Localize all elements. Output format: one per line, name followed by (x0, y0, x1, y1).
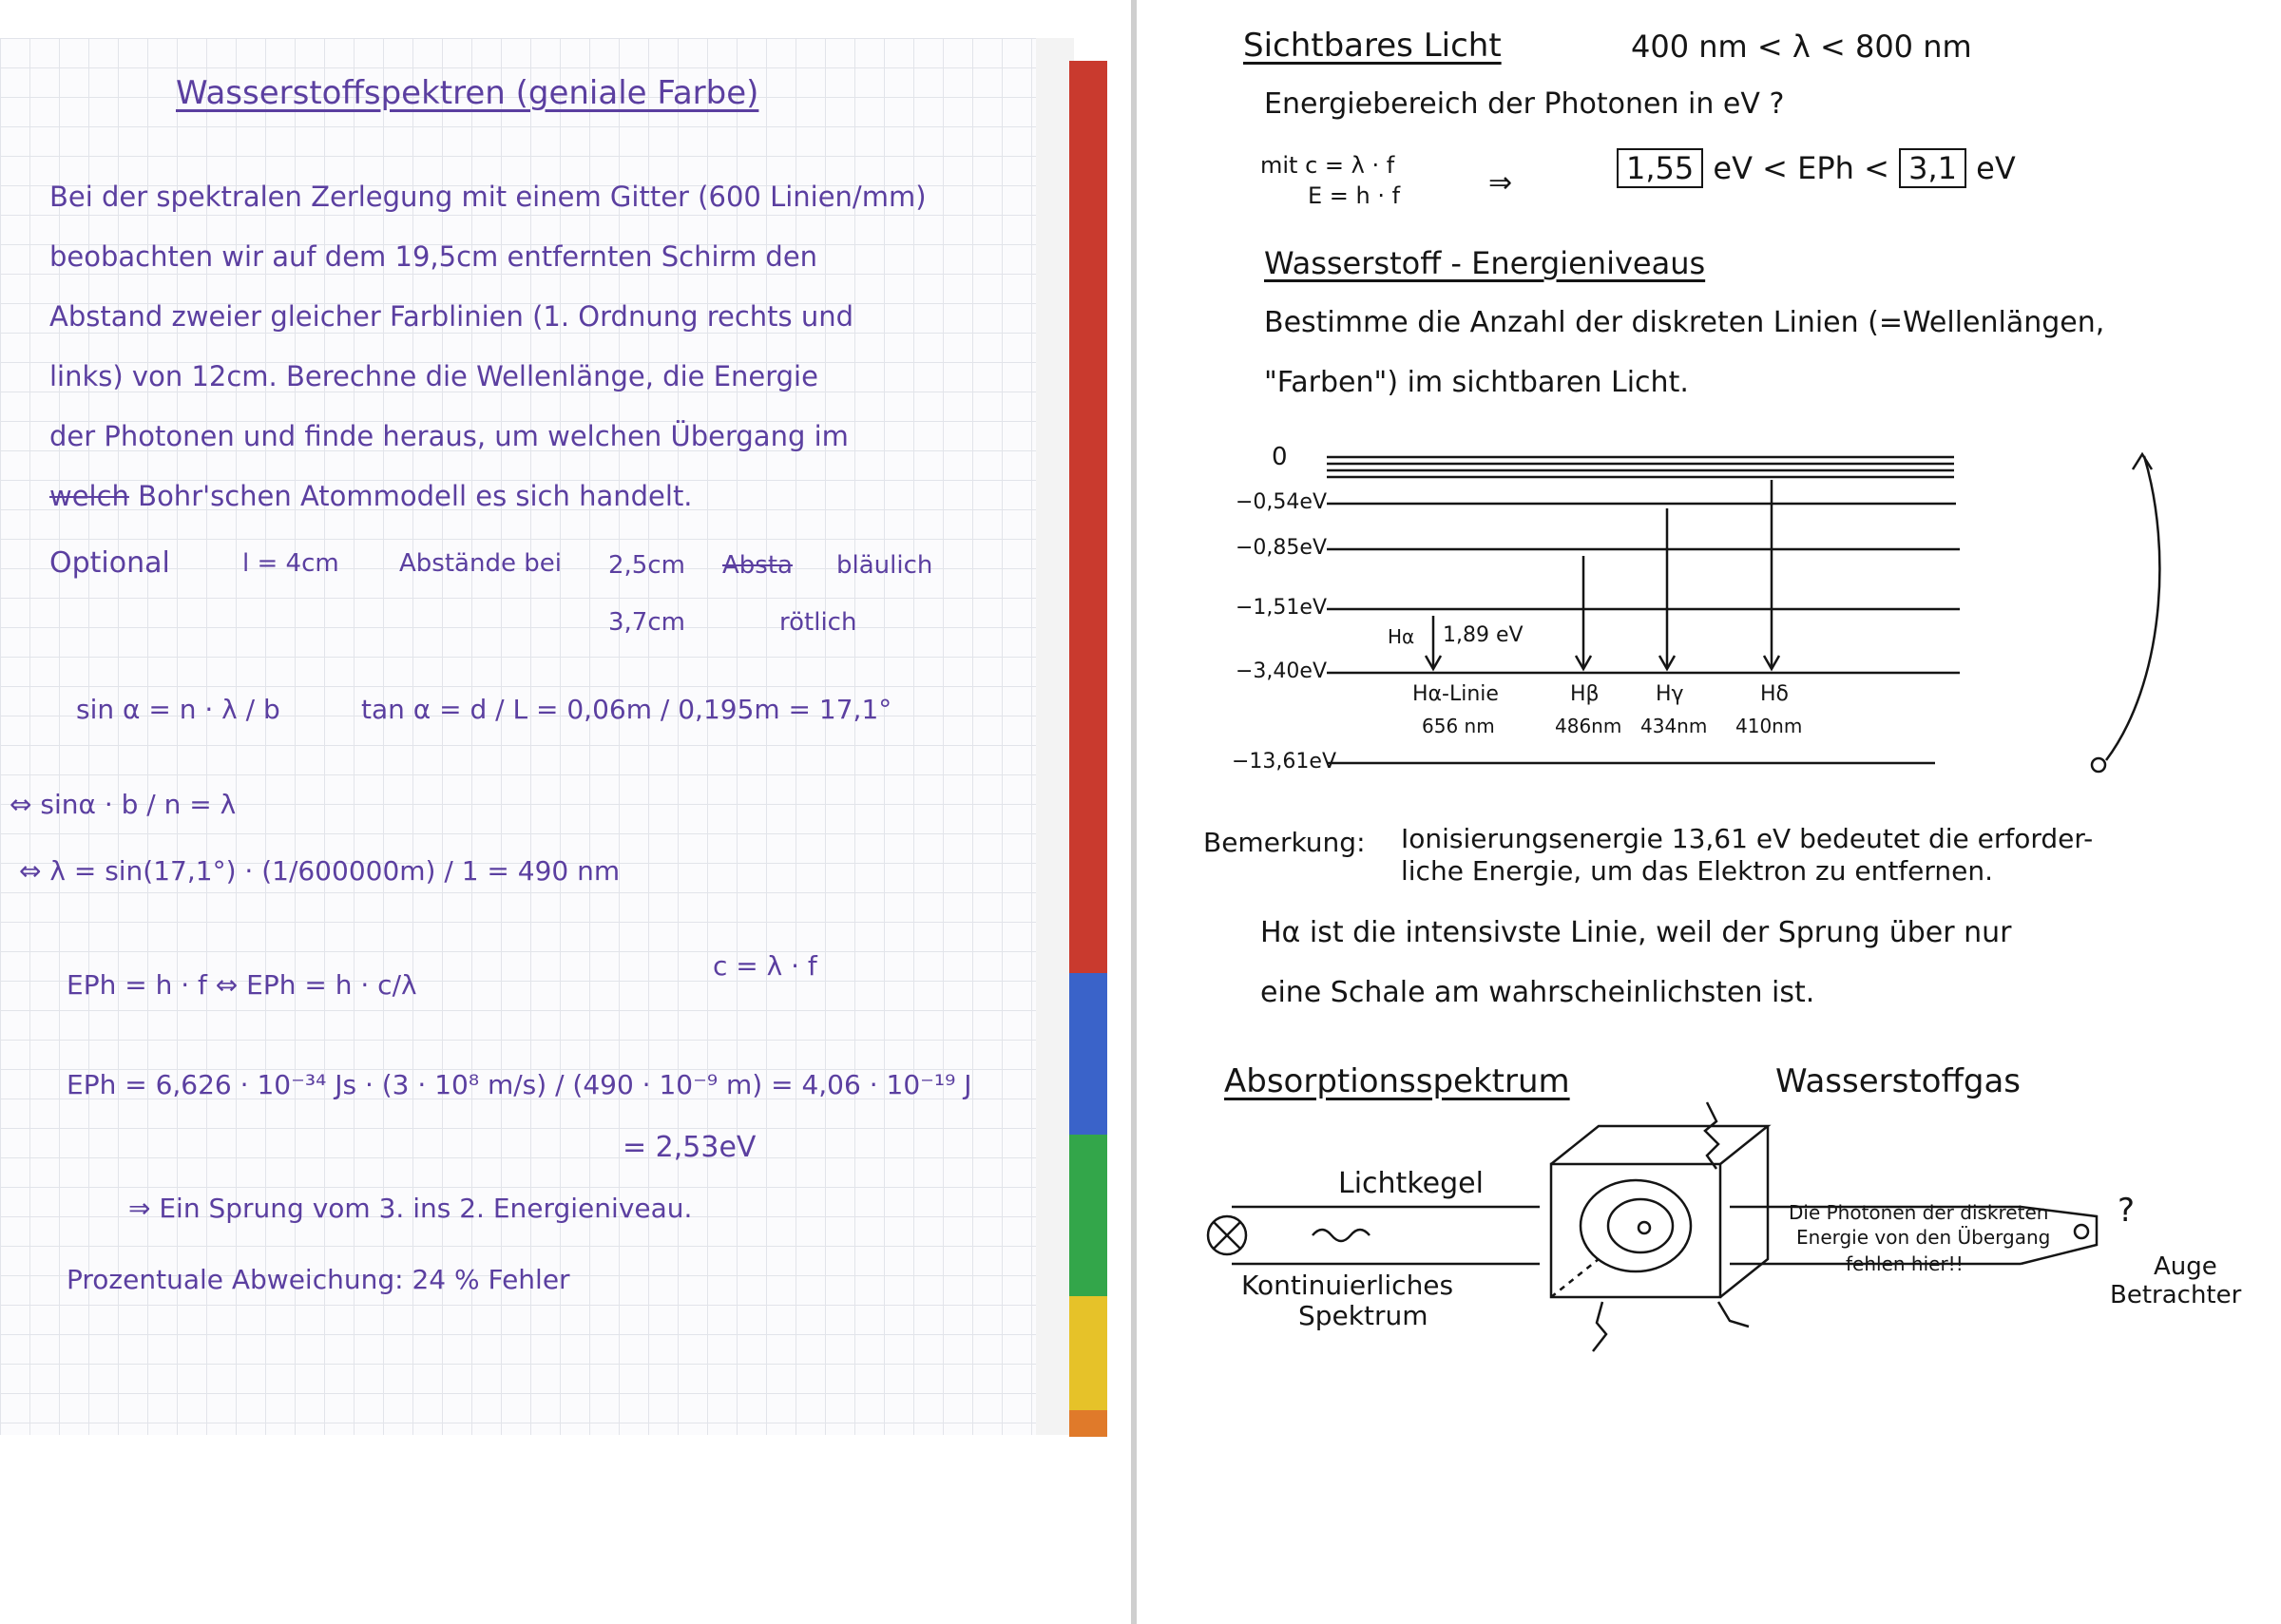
c-relation: c = λ · f (713, 950, 817, 982)
atom-inner-orbit (1608, 1199, 1673, 1252)
task-line-6: Bohr'schen Atommodell es sich handelt. (138, 480, 693, 512)
tan-relation: tan α = d / L = 0,06m / 0,195m = 17,1° (361, 694, 892, 725)
eye-label: Auge (2154, 1252, 2217, 1281)
visible-light-range: 400 nm < λ < 800 nm (1631, 29, 1972, 65)
light-cone-label: Lichtkegel (1338, 1167, 1484, 1200)
line-name-halpha: Hα-Linie (1412, 682, 1499, 706)
observer-label: Betrachter (2110, 1281, 2242, 1309)
implies-arrow: ⇒ (1488, 166, 1513, 200)
atom-nucleus (1639, 1222, 1650, 1233)
line-name-hbeta: Hβ (1570, 682, 1600, 706)
page-title: Wasserstoffspektren (geniale Farbe) (176, 74, 759, 112)
tab-orange (1069, 1410, 1107, 1437)
task-line-2: beobachten wir auf dem 19,5cm entfernten Schirm den (49, 240, 818, 273)
optional-distances: Abstände bei (399, 549, 562, 578)
photon-energy-ev: = 2,53eV (623, 1131, 757, 1164)
missing-photons-1: Die Photonen der diskreten (1789, 1201, 2049, 1224)
percent-error: Prozentuale Abweichung: 24 % Fehler (67, 1264, 570, 1295)
lower-bound-box: 1,55 (1617, 148, 1703, 188)
task-line-5: der Photonen und finde heraus, um welchen Übergang im (49, 420, 849, 452)
optional-d2: 3,7cm (608, 608, 685, 637)
optional-label: Optional (49, 546, 170, 580)
optional-c1: bläulich (836, 551, 933, 580)
wave-relation: mit c = λ · f (1260, 152, 1395, 179)
gas-box-hidden-edge (1551, 1259, 1599, 1297)
line-wl-halpha: 656 nm (1422, 715, 1495, 737)
level-label-0: 0 (1272, 443, 1288, 471)
level-label-054: −0,54eV (1236, 490, 1328, 514)
task-line-1: Bei der spektralen Zerlegung mit einem Gitter (600 Linien/mm) (49, 181, 927, 213)
alpha-energy: 1,89 eV (1443, 623, 1524, 647)
rearrange-step: ⇔ sinα · b / n = λ (10, 789, 237, 820)
divider-tabs (1069, 40, 1107, 1437)
hydrogen-gas-label: Wasserstoffgas (1775, 1062, 2022, 1100)
tab-green (1069, 1135, 1107, 1296)
remark-label: Bemerkung: (1203, 827, 1366, 858)
alpha-label: Hα (1388, 625, 1415, 648)
absorption-heading: Absorptionsspektrum (1224, 1062, 1570, 1100)
line-name-hgamma: Hγ (1656, 682, 1684, 706)
sin-relation: sin α = n · λ / b (76, 694, 280, 725)
line-wl-hbeta: 486nm (1555, 715, 1622, 737)
line-name-hdelta: Hδ (1760, 682, 1790, 706)
optional-length: l = 4cm (242, 549, 339, 578)
tab-red (1069, 61, 1107, 973)
conclusion: ⇒ Ein Sprung vom 3. ins 2. Energieniveau. (128, 1193, 693, 1224)
photon-out-right (1718, 1302, 1749, 1327)
photon-energy-definition: EPh = h · f ⇔ EPh = h · c/λ (67, 969, 417, 1001)
energy-range-result: 1,55 eV < EPh < 3,1 eV (1617, 150, 2016, 186)
gas-box-side (1720, 1126, 1768, 1297)
tab-blue (1069, 973, 1107, 1135)
remark-line-1: Ionisierungsenergie 13,61 eV bedeutet die erforder- (1401, 823, 2094, 854)
line-wl-hdelta: 410nm (1735, 715, 1803, 737)
upper-unit: eV (1976, 150, 2016, 186)
level-label-085: −0,85eV (1236, 536, 1328, 560)
atom-outer-orbit (1581, 1180, 1691, 1271)
task-line-3: Abstand zweier gleicher Farblinien (1. Ordnung rechts und (49, 300, 854, 333)
photon-out-bottom (1593, 1302, 1606, 1351)
eye-question-mark: ? (2118, 1192, 2136, 1230)
notebook-page-right (1137, 0, 2281, 1624)
optional-c2: rötlich (779, 608, 857, 637)
task-line-4: links) von 12cm. Berechne die Wellenlänge, die Energie (49, 360, 818, 392)
optional-struck: Absta (722, 551, 793, 580)
upper-bound-box: 3,1 (1899, 148, 1966, 188)
tab-yellow (1069, 1296, 1107, 1410)
energy-range-question: Energiebereich der Photonen in eV ? (1264, 87, 1785, 121)
struck-word: welch (49, 480, 129, 512)
energy-levels-heading: Wasserstoff - Energieniveaus (1264, 245, 1706, 281)
task-statement-2: "Farben") im sichtbaren Licht. (1264, 366, 1689, 399)
task-statement-1: Bestimme die Anzahl der diskreten Linien (=Wellenlängen, (1264, 306, 2105, 339)
eph-symbol: EPh (1797, 150, 1854, 186)
lower-unit: eV (1713, 150, 1753, 186)
notebook-page-left (0, 38, 1074, 1435)
level-label-151: −1,51eV (1236, 596, 1328, 620)
page-edge (1036, 38, 1074, 1435)
wave-squiggle (1313, 1230, 1370, 1241)
incoming-photon (1705, 1102, 1718, 1169)
absorption-sketch (1137, 0, 2281, 1624)
gas-box-top (1551, 1126, 1768, 1164)
energy-relation: E = h · f (1308, 182, 1401, 209)
continuous-spectrum-1: Kontinuierliches (1241, 1270, 1454, 1301)
lambda-result: ⇔ λ = sin(17,1°) · (1/600000m) / 1 = 490 nm (19, 855, 621, 887)
optional-d1: 2,5cm (608, 551, 685, 580)
line-wl-hgamma: 434nm (1640, 715, 1708, 737)
missing-photons-2: Energie von den Übergang (1796, 1226, 2051, 1249)
remark-line-2: liche Energie, um das Elektron zu entfernen. (1401, 855, 1994, 887)
gas-box-front (1551, 1164, 1720, 1297)
task-line-6-wrap (49, 480, 693, 512)
intensity-line-2: eine Schale am wahrscheinlichsten ist. (1260, 976, 1815, 1009)
photon-energy-calculation: EPh = 6,626 · 10⁻³⁴ Js · (3 · 10⁸ m/s) / (490 · 10⁻⁹ m) = 4,06 · 10⁻¹⁹ J (67, 1069, 972, 1100)
visible-light-heading: Sichtbares Licht (1243, 27, 1502, 65)
continuous-spectrum-2: Spektrum (1298, 1300, 1428, 1331)
intensity-line-1: Hα ist die intensivste Linie, weil der Sprung über nur (1260, 916, 2012, 949)
missing-photons-3: fehlen hier!! (1846, 1252, 1964, 1275)
level-label-1361: −13,61eV (1232, 750, 1336, 774)
eye-pupil (2075, 1225, 2088, 1238)
level-label-340: −3,40eV (1236, 659, 1328, 683)
